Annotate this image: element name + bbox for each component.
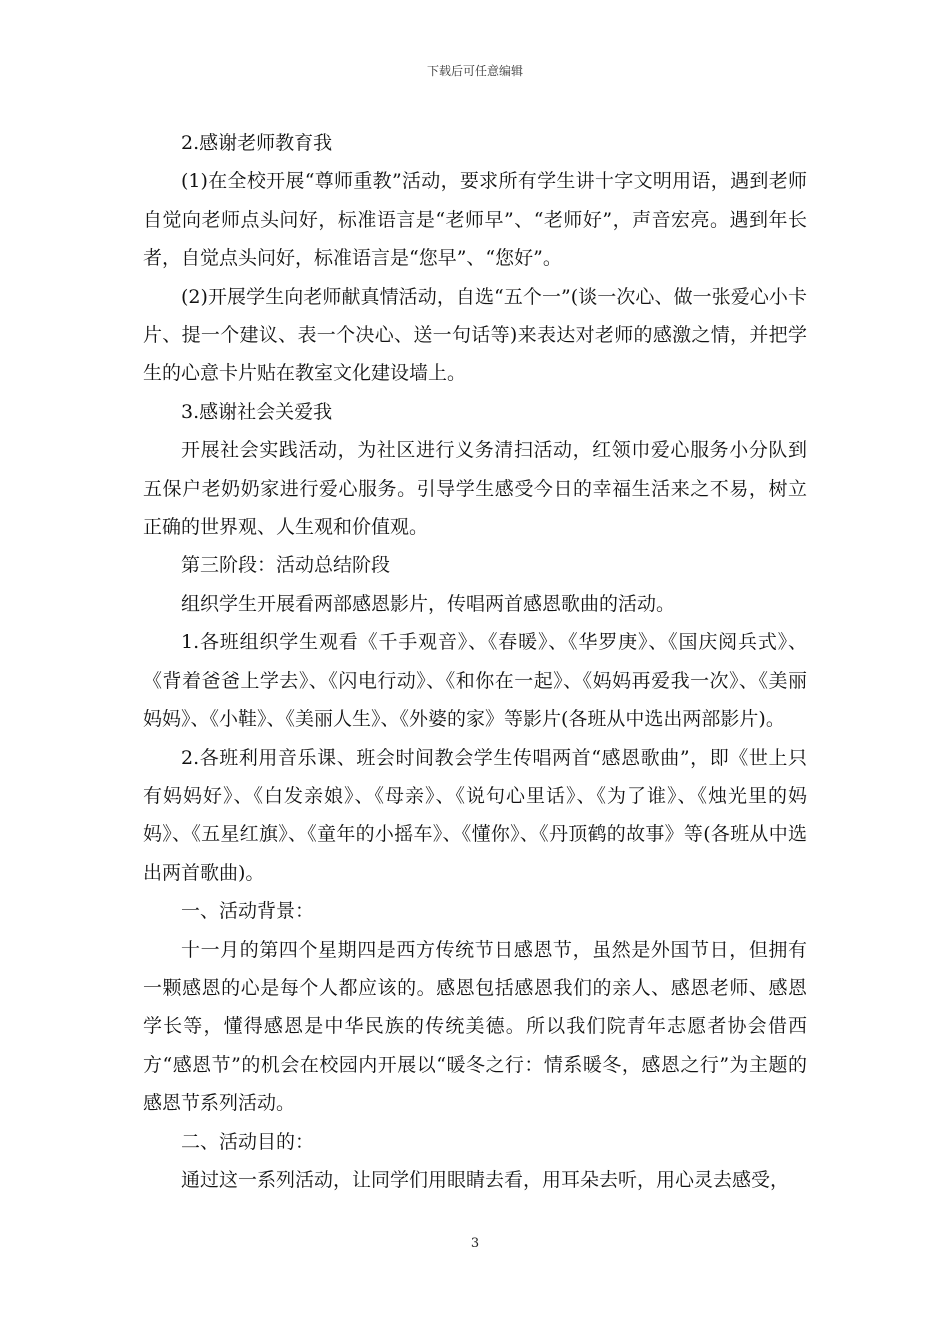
paragraph: 一、活动背景： [181, 900, 315, 923]
document-body [143, 124, 807, 1199]
paragraph: 1.各班组织学生观看《千手观音》、《春暖》、《华罗庚》、《国庆阅兵式》、《背着爸爸上学去》、《闪电行动》、《和你在一起》、《妈妈再爱我一次》、《美丽妈妈》、《小鞋》、《美丽人生》、《外婆的家》等影片(各班从中选出两部影片)。 [143, 631, 807, 731]
paragraph: 十一月的第四个星期四是西方传统节日感恩节，虽然是外国节日，但拥有一颗感恩的心是每个人都应该的。感恩包括感恩我们的亲人、感恩老师、感恩学长等，懂得感恩是中华民族的传统美德。所以我们院青年志愿者协会借西方“感恩节”的机会在校园内开展以“暖冬之行：情系暖冬，感恩之行”为主题的感恩节系列活动。 [143, 938, 807, 1115]
page-number: 3 [470, 1236, 480, 1251]
paragraph: 开展社会实践活动，为社区进行义务清扫活动，红领巾爱心服务小分队到五保户老奶奶家进行爱心服务。引导学生感受今日的幸福生活来之不易，树立正确的世界观、人生观和价值观。 [143, 439, 807, 539]
paragraph: (2)开展学生向老师献真情活动，自选“五个一”(谈一次心、做一张爱心小卡片、提一个建议、表一个决心、送一句话等)来表达对老师的感激之情，并把学生的心意卡片贴在教室文化建设墙上。 [143, 285, 807, 385]
page-header: 下载后可任意编辑 [426, 64, 523, 78]
paragraph: (1)在全校开展“尊师重教”活动，要求所有学生讲十字文明用语，遇到老师自觉向老师点头问好，标准语言是“老师早”、“老师好”，声音宏亮。遇到年长者，自觉点头问好，标准语言是“您早”、“您好”。 [143, 170, 807, 270]
paragraph: 通过这一系列活动，让同学们用眼睛去看，用耳朵去听，用心灵去感受， [181, 1168, 790, 1191]
paragraph: 3.感谢社会关爱我 [181, 400, 333, 423]
paragraph: 二、活动目的： [181, 1130, 315, 1153]
paragraph: 第三阶段：活动总结阶段 [181, 554, 391, 577]
paragraph: 组织学生开展看两部感恩影片，传唱两首感恩歌曲的活动。 [181, 592, 676, 615]
paragraph: 2.各班利用音乐课、班会时间教会学生传唱两首“感恩歌曲”，即《世上只有妈妈好》、《白发亲娘》、《母亲》、《说句心里话》、《为了谁》、《烛光里的妈妈》、《五星红旗》、《童年的小摇车》、《懂你》、《丹顶鹤的故事》等(各班从中选出两首歌曲)。 [143, 746, 807, 884]
paragraph: 2.感谢老师教育我 [181, 132, 333, 154]
